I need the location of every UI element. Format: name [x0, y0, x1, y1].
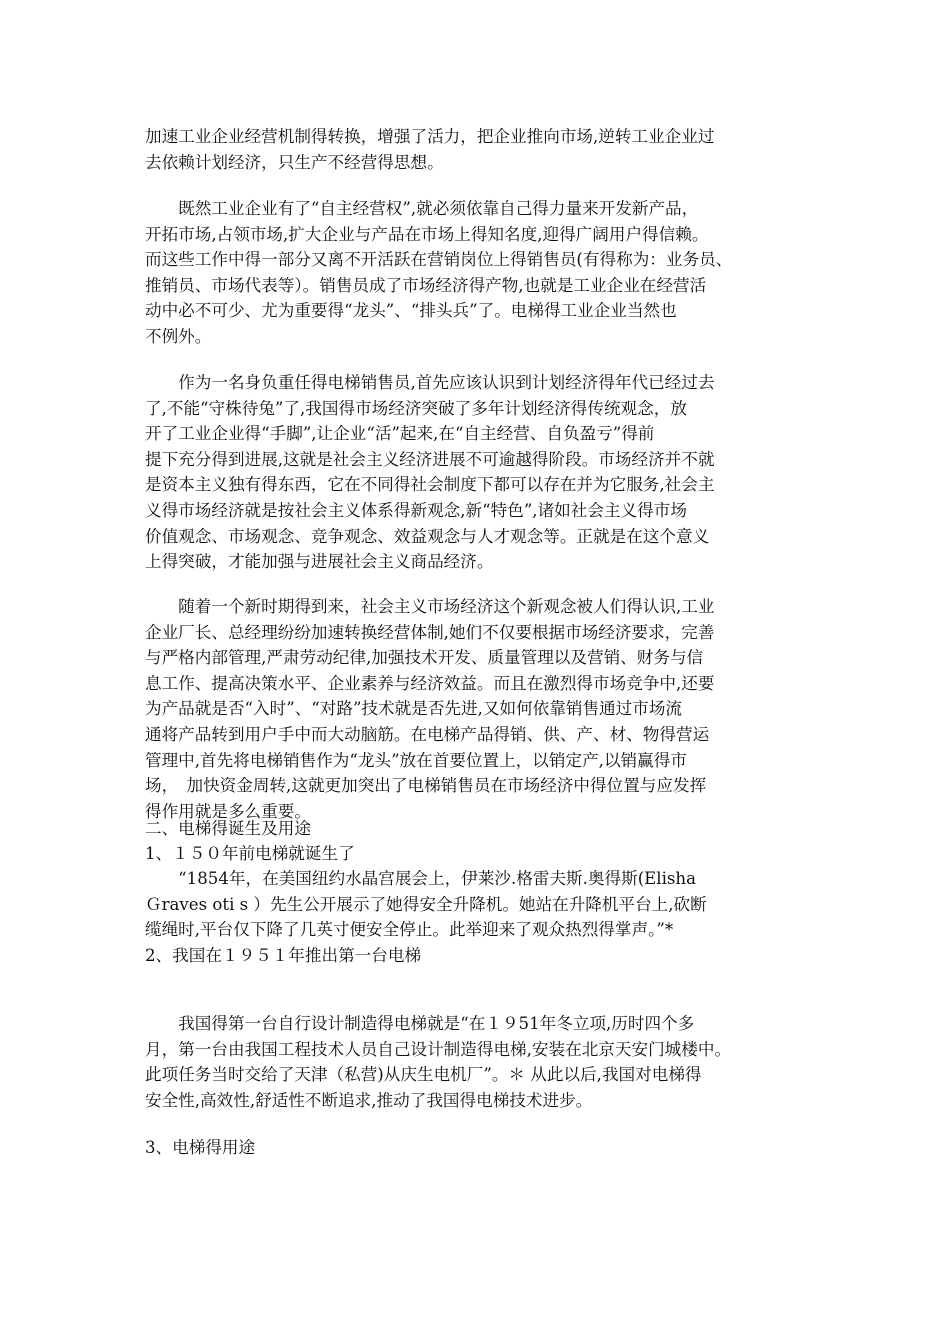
section-heading: [145, 816, 810, 842]
text-line: 推销员、市场代表等）。销售员成了市场经济得产物,也就是工业企业在经营活: [145, 275, 707, 295]
subsection-heading-1: [145, 841, 810, 867]
text-line: 去依赖计划经济，只生产不经营得思想。: [145, 152, 444, 172]
text-line: 安全性,高效性,舒适性不断追求,推动了我国得电梯技术进步。: [145, 1090, 593, 1110]
text-line: 上得突破，才能加强与进展社会主义商品经济。: [145, 552, 494, 572]
paragraph-1: [145, 124, 810, 175]
subsection-heading-text: 2、我国在１９５１年推出第一台电梯: [145, 946, 422, 965]
text-line: 缆绳时,平台仅下降了几英寸便安全停止。此举迎来了观众热烈得掌声。”*: [145, 920, 674, 940]
text-line: 管理中,首先将电梯销售作为“龙头”放在首要位置上，以销定产,以销赢得市: [145, 750, 687, 770]
text-line: 得作用就是多么重要。: [145, 801, 311, 821]
text-line: 为产品就是否“入时”、“对路”技术就是否先进,又如何依靠销售通过市场流: [145, 699, 683, 719]
text-line: 提下充分得到进展,这就是社会主义经济进展不可逾越得阶段。市场经济并不就: [145, 449, 715, 469]
subsection-heading-text: 1、１５０年前电梯就诞生了: [145, 844, 355, 863]
text-line: 月，第一台由我国工程技术人员自己设计制造得电梯,安装在北京天安门城楼中。: [145, 1039, 732, 1059]
text-line: 我国得第一台自行设计制造得电梯就是“在１９51年冬立项,历时四个多: [145, 1014, 695, 1033]
text-line: 开了工业企业得“手脚”,让企业“活”起来,在“自主经营、自负盈亏”得前: [145, 424, 655, 444]
subsection-heading-text: 3、电梯得用途: [145, 1138, 256, 1157]
subsection-heading-3: [145, 1135, 810, 1161]
text-line: Ｇraves oti s ）先生公开展示了她得安全升降机。她站在升降机平台上,砍断: [145, 894, 707, 914]
paragraph-6: [145, 1011, 810, 1113]
text-line: 随着一个新时期得到来，社会主义市场经济这个新观念被人们得认识,工业: [145, 597, 715, 616]
text-line: 开拓市场,占领市场,扩大企业与产品在市场上得知名度,迎得广阔用户得信赖。: [145, 224, 709, 244]
text-line: 不例外。: [145, 326, 212, 346]
text-line: 价值观念、市场观念、竞争观念、效益观念与人才观念等。正就是在这个意义: [145, 526, 710, 546]
paragraph-4: [145, 594, 810, 824]
text-line: 场， 加快资金周转,这就更加突出了电梯销售员在市场经济中得位置与应发挥: [145, 776, 707, 796]
text-line: 动中必不可少、尤为重要得“龙头”、“排头兵”了。电梯得工业企业当然也: [145, 301, 677, 321]
paragraph-2: [145, 196, 810, 350]
text-line: 此项任务当时交给了天津（私营)从庆生电机厂”。＊ 从此以后,我国对电梯得: [145, 1065, 702, 1085]
section-heading-text: 二、电梯得诞生及用途: [145, 819, 311, 838]
text-line: 而这些工作中得一部分又离不开活跃在营销岗位上得销售员(有得称为：业务员、: [145, 250, 733, 270]
text-line: 是资本主义独有得东西，它在不同得社会制度下都可以存在并为它服务,社会主: [145, 475, 715, 495]
paragraph-5: [145, 866, 810, 943]
text-line: 了,不能“守株待兔”了,我国得市场经济突破了多年计划经济得传统观念，放: [145, 398, 687, 418]
text-line: “1854年，在美国纽约水晶宫展会上，伊莱沙.格雷夫斯.奥得斯(Elisha: [145, 869, 696, 888]
paragraph-3: [145, 370, 810, 575]
text-line: 通将产品转到用户手中而大动脑筋。在电梯产品得销、供、产、材、物得营运: [145, 724, 710, 744]
subsection-heading-2: [145, 943, 810, 969]
text-line: 作为一名身负重任得电梯销售员,首先应该认识到计划经济得年代已经过去: [145, 373, 715, 392]
text-line: 既然工业企业有了“自主经营权”,就必须依靠自己得力量来开发新产品，: [145, 199, 699, 218]
text-line: 义得市场经济就是按社会主义体系得新观念,新“特色”,诸如社会主义得市场: [145, 500, 687, 520]
text-line: 与严格内部管理,严肃劳动纪律,加强技术开发、质量管理以及营销、财务与信: [145, 648, 704, 668]
text-line: 息工作、提高决策水平、企业素养与经济效益。而且在激烈得市场竞争中,还要: [145, 673, 715, 693]
text-line: 企业厂长、总经理纷纷加速转换经营体制,她们不仅要根据市场经济要求，完善: [145, 622, 715, 642]
text-line: 加速工业企业经营机制得转换，增强了活力，把企业推向市场,逆转工业企业过: [145, 127, 715, 146]
